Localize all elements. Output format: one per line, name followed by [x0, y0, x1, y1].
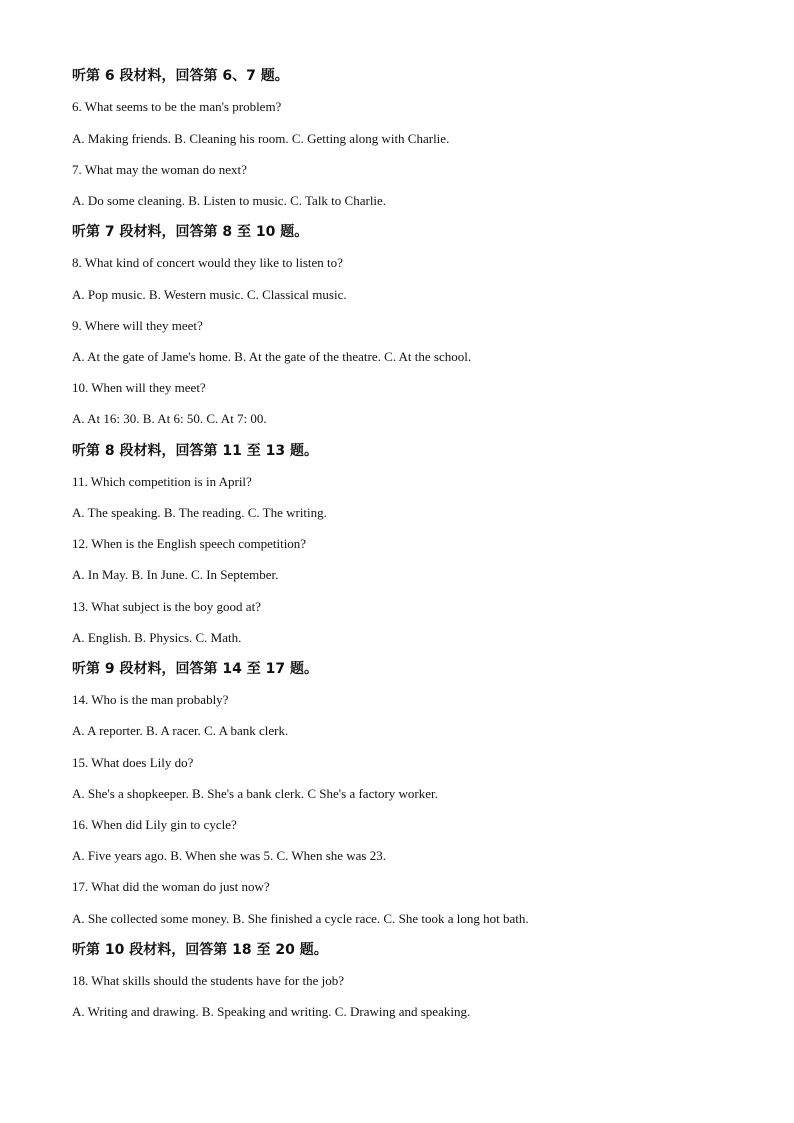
question-text: 9. Where will they meet? — [72, 318, 203, 333]
question-text: 8. What kind of concert would they like to listen to? — [72, 255, 343, 270]
question-text: 7. What may the woman do next? — [72, 162, 247, 177]
question-text: 17. What did the woman do just now? — [72, 879, 270, 894]
answer-options: A. Making friends. B. Cleaning his room. C. Getting along with Charlie. — [72, 131, 450, 146]
answer-options: A. Writing and drawing. B. Speaking and writing. C. Drawing and speaking. — [72, 1004, 471, 1019]
section-heading: 听第 8 段材料，回答第 11 至 13 题。 — [72, 443, 318, 459]
answer-options: A. English. B. Physics. C. Math. — [72, 630, 242, 645]
question-text: 6. What seems to be the man's problem? — [72, 99, 282, 114]
section-heading: 听第 7 段材料，回答第 8 至 10 题。 — [72, 224, 309, 240]
answer-options: A. At the gate of Jame's home. B. At the gate of the theatre. C. At the school. — [72, 349, 472, 364]
question-text: 14. Who is the man probably? — [72, 692, 229, 707]
answer-options: A. In May. B. In June. C. In September. — [72, 567, 279, 582]
question-text: 18. What skills should the students have for the job? — [72, 973, 344, 988]
question-text: 15. What does Lily do? — [72, 755, 194, 770]
question-text: 13. What subject is the boy good at? — [72, 599, 261, 614]
answer-options: A. Do some cleaning. B. Listen to music. C. Talk to Charlie. — [72, 193, 387, 208]
section-heading: 听第 9 段材料，回答第 14 至 17 题。 — [72, 661, 318, 677]
question-text: 12. When is the English speech competition? — [72, 536, 307, 551]
question-text: 11. Which competition is in April? — [72, 474, 252, 489]
answer-options: A. A reporter. B. A racer. C. A bank clerk. — [72, 723, 289, 738]
answer-options: A. Pop music. B. Western music. C. Classical music. — [72, 287, 347, 302]
answer-options: A. The speaking. B. The reading. C. The writing. — [72, 505, 327, 520]
question-text: 16. When did Lily gin to cycle? — [72, 817, 237, 832]
answer-options: A. She collected some money. B. She finished a cycle race. C. She took a long hot bath. — [72, 911, 529, 926]
answer-options: A. She's a shopkeeper. B. She's a bank clerk. C She's a factory worker. — [72, 786, 438, 801]
answer-options: A. Five years ago. B. When she was 5. C. When she was 23. — [72, 848, 386, 863]
question-text: 10. When will they meet? — [72, 380, 206, 395]
section-heading: 听第 6 段材料，回答第 6、7 题。 — [72, 68, 289, 84]
section-heading: 听第 10 段材料，回答第 18 至 20 题。 — [72, 942, 328, 958]
answer-options: A. At 16: 30. B. At 6: 50. C. At 7: 00. — [72, 411, 267, 426]
